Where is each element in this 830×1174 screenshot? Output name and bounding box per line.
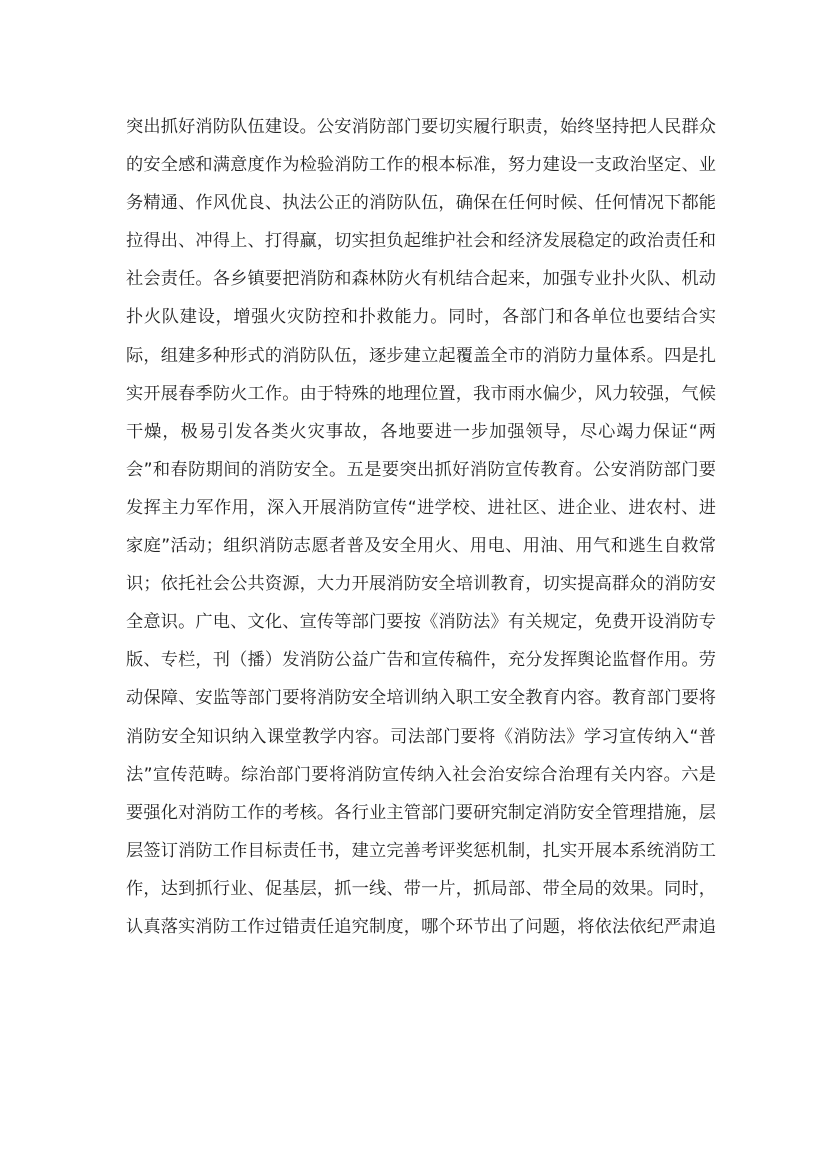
text-line: 作，达到抓行业、促基层，抓一线、带一片，抓局部、带全局的效果。同时， <box>126 878 716 899</box>
text-line: 务精通、作风优良、执法公正的消防队伍，确保在任何时候、任何情况下都能 <box>126 193 716 214</box>
text-line: 全意识。广电、文化、宣传等部门要按《消防法》有关规定，免费开设消防专 <box>126 612 716 633</box>
text-line: 层签订消防工作目标责任书，建立完善考评奖惩机制，扎实开展本系统消防工 <box>126 840 716 861</box>
text-line: 消防安全知识纳入课堂教学内容。司法部门要将《消防法》学习宣传纳入“普 <box>126 726 716 747</box>
text-line: 识；依托社会公共资源，大力开展消防安全培训教育，切实提高群众的消防安 <box>126 574 716 595</box>
text-line: 动保障、安监等部门要将消防安全培训纳入职工安全教育内容。教育部门要将 <box>126 688 716 709</box>
text-line: 突出抓好消防队伍建设。公安消防部门要切实履行职责，始终坚持把人民群众 <box>126 117 716 137</box>
text-line: 法”宣传范畴。综治部门要将消防宣传纳入社会治安综合治理有关内容。六是 <box>126 764 716 785</box>
text-line: 会”和春防期间的消防安全。五是要突出抓好消防宣传教育。公安消防部门要 <box>126 459 716 480</box>
text-line: 发挥主力军作用，深入开展消防宣传“进学校、进社区、进企业、进农村、进 <box>126 497 716 518</box>
text-line: 社会责任。各乡镇要把消防和森林防火有机结合起来，加强专业扑火队、机动 <box>126 269 716 290</box>
text-line: 版、专栏，刊（播）发消防公益广告和宣传稿件，充分发挥舆论监督作用。劳 <box>126 650 716 671</box>
text-line: 拉得出、冲得上、打得赢，切实担负起维护社会和经济发展稳定的政治责任和 <box>126 231 716 252</box>
body-text <box>126 108 716 946</box>
text-line: 家庭”活动；组织消防志愿者普及安全用火、用电、用油、用气和逃生自救常 <box>126 536 716 557</box>
text-line: 的安全感和满意度作为检验消防工作的根本标准，努力建设一支政治坚定、业 <box>126 155 716 176</box>
text-line: 干燥，极易引发各类火灾事故，各地要进一步加强领导，尽心竭力保证“两 <box>126 421 716 442</box>
text-line: 认真落实消防工作过错责任追究制度，哪个环节出了问题，将依法依纪严肃追 <box>126 916 716 937</box>
text-line: 扑火队建设，增强火灾防控和扑救能力。同时，各部门和各单位也要结合实 <box>126 307 716 328</box>
text-line: 要强化对消防工作的考核。各行业主管部门要研究制定消防安全管理措施，层 <box>126 802 716 823</box>
text-line: 实开展春季防火工作。由于特殊的地理位置，我市雨水偏少，风力较强，气候 <box>126 383 716 404</box>
text-line: 际，组建多种形式的消防队伍，逐步建立起覆盖全市的消防力量体系。四是扎 <box>126 345 716 366</box>
